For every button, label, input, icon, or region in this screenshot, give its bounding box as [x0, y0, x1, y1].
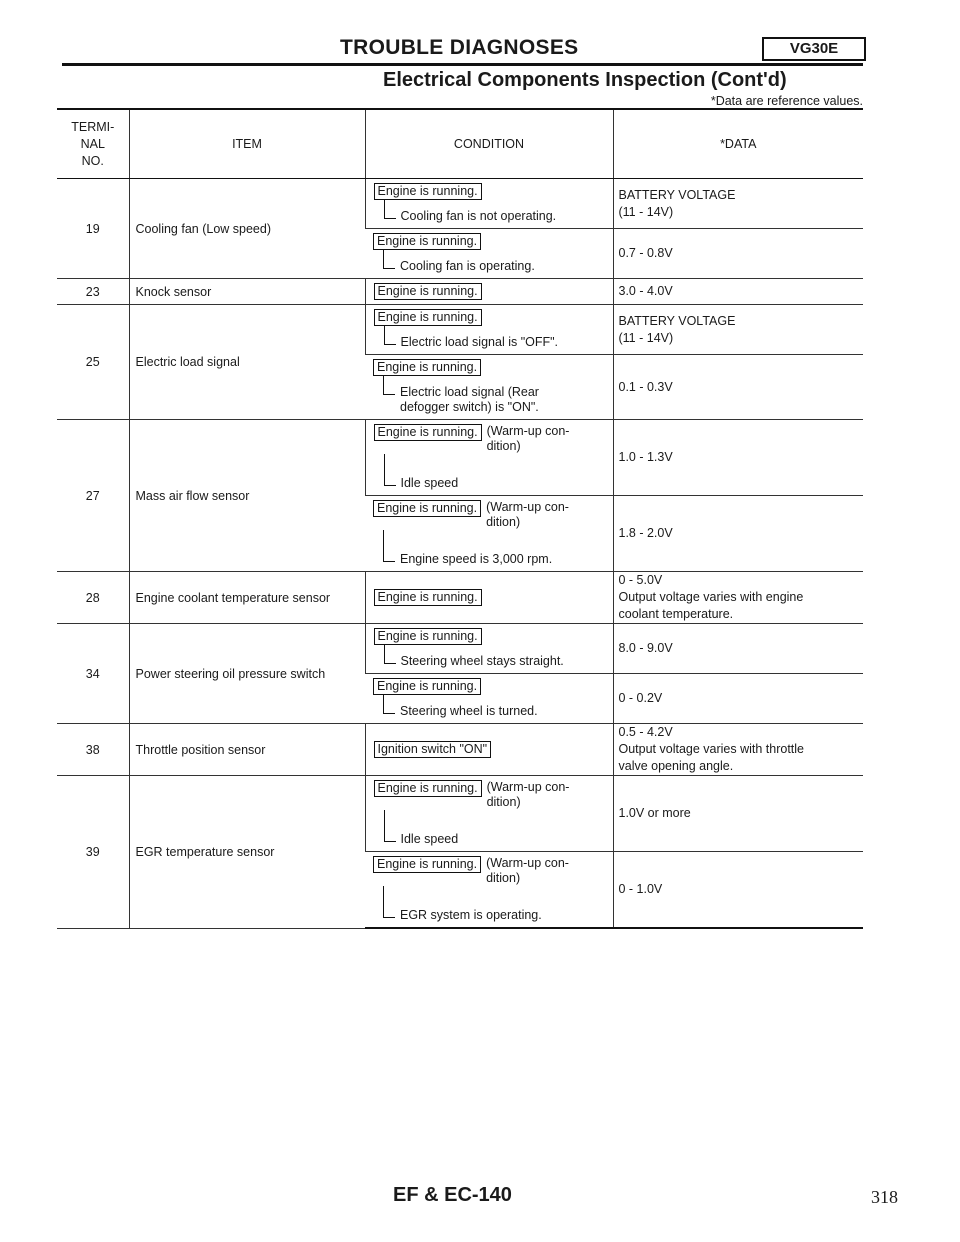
item-name: Engine coolant temperature sensor [129, 572, 365, 624]
data-value: BATTERY VOLTAGE (11 - 14V) [613, 179, 863, 229]
col-header-condition: CONDITION [365, 109, 613, 179]
condition-line [374, 741, 613, 758]
data-value: 0.7 - 0.8V [613, 229, 863, 279]
condition-box: Engine is running. [373, 233, 481, 250]
condition [365, 355, 613, 419]
item-name: Electric load signal [129, 305, 365, 420]
condition-line [374, 424, 613, 454]
item-name: EGR temperature sensor [129, 776, 365, 929]
condition-line [373, 500, 613, 530]
condition [366, 420, 613, 495]
condition-cell [365, 724, 613, 776]
condition-line [374, 628, 613, 645]
table-row [57, 305, 863, 355]
condition-subcondition: Cooling fan is not operating. [381, 200, 613, 224]
table-row [57, 624, 863, 674]
condition-subcondition: Cooling fan is operating. [380, 250, 613, 274]
item-name: Power steering oil pressure switch [129, 624, 365, 724]
condition-cell [365, 279, 613, 305]
condition [366, 279, 613, 304]
condition-box: Engine is running. [374, 628, 482, 645]
condition [366, 585, 613, 610]
condition-subcondition: EGR system is operating. [380, 886, 613, 923]
condition [365, 496, 613, 571]
condition-subcondition: Idle speed [381, 810, 613, 847]
terminal-number: 19 [57, 179, 129, 279]
condition-line [374, 283, 613, 300]
condition-box: Engine is running. [374, 309, 482, 326]
condition-cell [365, 852, 613, 929]
data-value: 1.8 - 2.0V [613, 496, 863, 572]
condition [366, 776, 613, 851]
terminal-number: 34 [57, 624, 129, 724]
condition-cell [365, 179, 613, 229]
condition-subcondition: Electric load signal is "OFF". [381, 326, 613, 350]
table-row [57, 279, 863, 305]
terminal-number: 38 [57, 724, 129, 776]
condition-box: Engine is running. [374, 183, 482, 200]
condition-note: (Warm-up con- dition) [486, 500, 569, 529]
table-body [57, 179, 863, 929]
inspection-table [57, 108, 863, 929]
data-value: 0 - 1.0V [613, 852, 863, 929]
condition [365, 852, 613, 927]
table-row [57, 572, 863, 624]
condition-cell [365, 229, 613, 279]
condition-note: (Warm-up con- dition) [486, 780, 570, 809]
terminal-number: 27 [57, 420, 129, 572]
condition [366, 305, 613, 354]
terminal-number: 23 [57, 279, 129, 305]
data-value: 0 - 5.0V Output voltage varies with engine coolant temperature. [613, 572, 863, 624]
condition-line [374, 309, 613, 326]
engine-badge: VG30E [762, 37, 866, 61]
condition-line [374, 589, 613, 606]
condition-subcondition: Idle speed [381, 454, 613, 491]
data-value: 0.5 - 4.2V Output voltage varies with throttle valve opening angle. [613, 724, 863, 776]
page-number: 318 [871, 1187, 898, 1207]
condition-line [374, 183, 613, 200]
condition-cell [365, 624, 613, 674]
col-header-item: ITEM [129, 109, 365, 179]
condition-box: Engine is running. [373, 359, 481, 376]
table-row [57, 776, 863, 852]
condition [365, 229, 613, 278]
condition-box: Engine is running. [374, 283, 482, 300]
condition-note: (Warm-up con- dition) [486, 424, 570, 453]
reference-note: *Data are reference values. [710, 94, 863, 108]
table-header-row [57, 109, 863, 179]
col-header-data: *DATA [613, 109, 863, 179]
item-name: Throttle position sensor [129, 724, 365, 776]
condition-box: Ignition switch "ON" [374, 741, 492, 758]
terminal-number: 39 [57, 776, 129, 929]
table-row [57, 724, 863, 776]
condition [366, 179, 613, 228]
item-name: Knock sensor [129, 279, 365, 305]
data-value: 0.1 - 0.3V [613, 355, 863, 420]
condition-cell [365, 572, 613, 624]
condition-line [374, 780, 613, 810]
condition-box: Engine is running. [374, 780, 482, 797]
data-value: 1.0 - 1.3V [613, 420, 863, 496]
condition-cell [365, 674, 613, 724]
condition [366, 624, 613, 673]
condition-cell [365, 355, 613, 420]
data-value: BATTERY VOLTAGE (11 - 14V) [613, 305, 863, 355]
condition-box: Engine is running. [373, 678, 481, 695]
condition-line [373, 359, 613, 376]
page-title: TROUBLE DIAGNOSES [340, 36, 579, 59]
condition-box: Engine is running. [374, 589, 482, 606]
item-name: Mass air flow sensor [129, 420, 365, 572]
condition-subcondition: Steering wheel is turned. [380, 695, 613, 719]
data-value: 8.0 - 9.0V [613, 624, 863, 674]
col-header-terminal: TERMI- NAL NO. [57, 109, 129, 179]
item-name: Cooling fan (Low speed) [129, 179, 365, 279]
terminal-number: 28 [57, 572, 129, 624]
condition-box: Engine is running. [373, 856, 481, 873]
section-subtitle: Electrical Components Inspection (Cont'd) [383, 69, 787, 91]
condition-box: Engine is running. [374, 424, 482, 441]
condition-subcondition: Engine speed is 3,000 rpm. [380, 530, 613, 567]
condition-line [373, 678, 613, 695]
header-rule [62, 63, 863, 66]
table-row [57, 420, 863, 496]
page-footer-label: EF & EC-140 [393, 1184, 512, 1206]
condition-cell [365, 776, 613, 852]
condition-subcondition: Steering wheel stays straight. [381, 645, 613, 669]
condition [366, 737, 613, 762]
condition-line [373, 233, 613, 250]
condition [365, 674, 613, 723]
condition-note: (Warm-up con- dition) [486, 856, 569, 885]
data-value: 1.0V or more [613, 776, 863, 852]
condition-cell [365, 496, 613, 572]
condition-cell [365, 420, 613, 496]
data-value: 0 - 0.2V [613, 674, 863, 724]
condition-box: Engine is running. [373, 500, 481, 517]
terminal-number: 25 [57, 305, 129, 420]
condition-cell [365, 305, 613, 355]
condition-line [373, 856, 613, 886]
data-value: 3.0 - 4.0V [613, 279, 863, 305]
table-row [57, 179, 863, 229]
condition-subcondition: Electric load signal (Rear defogger switch) is "ON". [380, 376, 613, 415]
